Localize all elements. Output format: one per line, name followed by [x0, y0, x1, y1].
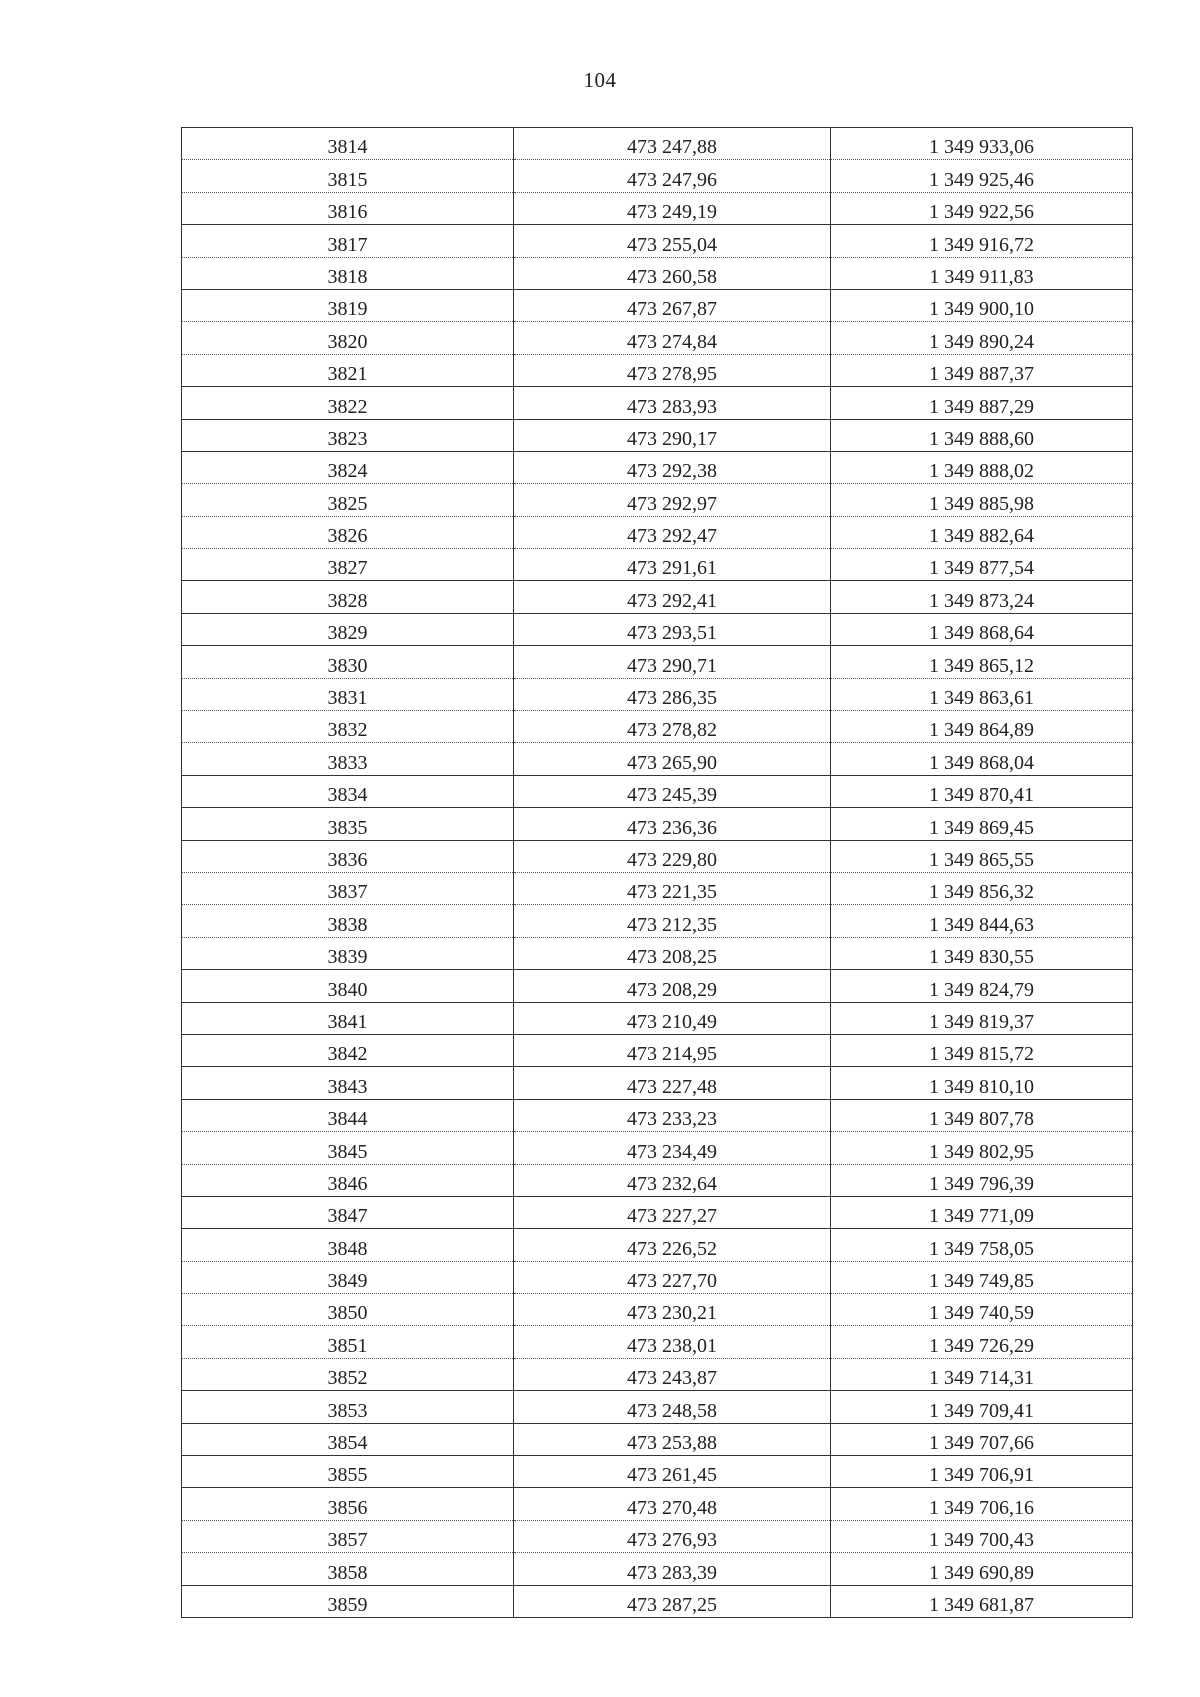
- table-row: [182, 1261, 1133, 1293]
- y-coordinate-cell: 1 349 890,24: [831, 322, 1133, 354]
- table-row: [182, 905, 1133, 937]
- table-row: [182, 1585, 1133, 1617]
- point-number-cell: 3848: [182, 1229, 514, 1261]
- y-coordinate-cell: 1 349 900,10: [831, 289, 1133, 321]
- table-row: [182, 289, 1133, 321]
- y-coordinate-cell: 1 349 830,55: [831, 937, 1133, 969]
- y-coordinate-cell: 1 349 726,29: [831, 1326, 1133, 1358]
- table-row: [182, 1520, 1133, 1552]
- point-number-cell: 3836: [182, 840, 514, 872]
- point-number-cell: 3828: [182, 581, 514, 613]
- table-row: [182, 775, 1133, 807]
- x-coordinate-cell: 473 292,47: [514, 516, 831, 548]
- table-row: [182, 1067, 1133, 1099]
- x-coordinate-cell: 473 226,52: [514, 1229, 831, 1261]
- x-coordinate-cell: 473 249,19: [514, 192, 831, 224]
- y-coordinate-cell: 1 349 868,64: [831, 613, 1133, 645]
- table-row: [182, 711, 1133, 743]
- x-coordinate-cell: 473 286,35: [514, 678, 831, 710]
- point-number-cell: 3821: [182, 354, 514, 386]
- x-coordinate-cell: 473 255,04: [514, 225, 831, 257]
- y-coordinate-cell: 1 349 819,37: [831, 1002, 1133, 1034]
- x-coordinate-cell: 473 293,51: [514, 613, 831, 645]
- x-coordinate-cell: 473 221,35: [514, 872, 831, 904]
- point-number-cell: 3839: [182, 937, 514, 969]
- table-row: [182, 840, 1133, 872]
- point-number-cell: 3856: [182, 1488, 514, 1520]
- point-number-cell: 3834: [182, 775, 514, 807]
- point-number-cell: 3845: [182, 1132, 514, 1164]
- x-coordinate-cell: 473 265,90: [514, 743, 831, 775]
- point-number-cell: 3843: [182, 1067, 514, 1099]
- y-coordinate-cell: 1 349 771,09: [831, 1196, 1133, 1228]
- x-coordinate-cell: 473 230,21: [514, 1294, 831, 1326]
- point-number-cell: 3819: [182, 289, 514, 321]
- point-number-cell: 3858: [182, 1553, 514, 1585]
- y-coordinate-cell: 1 349 707,66: [831, 1423, 1133, 1455]
- table-row: [182, 257, 1133, 289]
- x-coordinate-cell: 473 287,25: [514, 1585, 831, 1617]
- x-coordinate-cell: 473 227,27: [514, 1196, 831, 1228]
- y-coordinate-cell: 1 349 868,04: [831, 743, 1133, 775]
- point-number-cell: 3825: [182, 484, 514, 516]
- x-coordinate-cell: 473 208,25: [514, 937, 831, 969]
- x-coordinate-cell: 473 290,17: [514, 419, 831, 451]
- x-coordinate-cell: 473 243,87: [514, 1358, 831, 1390]
- x-coordinate-cell: 473 247,88: [514, 128, 831, 160]
- point-number-cell: 3854: [182, 1423, 514, 1455]
- x-coordinate-cell: 473 260,58: [514, 257, 831, 289]
- table-row: [182, 1229, 1133, 1261]
- y-coordinate-cell: 1 349 700,43: [831, 1520, 1133, 1552]
- point-number-cell: 3829: [182, 613, 514, 645]
- y-coordinate-cell: 1 349 869,45: [831, 808, 1133, 840]
- point-number-cell: 3849: [182, 1261, 514, 1293]
- table-row: [182, 387, 1133, 419]
- table-row: [182, 1196, 1133, 1228]
- y-coordinate-cell: 1 349 888,02: [831, 451, 1133, 483]
- table-row: [182, 678, 1133, 710]
- point-number-cell: 3853: [182, 1391, 514, 1423]
- y-coordinate-cell: 1 349 873,24: [831, 581, 1133, 613]
- point-number-cell: 3816: [182, 192, 514, 224]
- table-row: [182, 354, 1133, 386]
- y-coordinate-cell: 1 349 911,83: [831, 257, 1133, 289]
- point-number-cell: 3831: [182, 678, 514, 710]
- point-number-cell: 3827: [182, 549, 514, 581]
- x-coordinate-cell: 473 233,23: [514, 1099, 831, 1131]
- point-number-cell: 3851: [182, 1326, 514, 1358]
- table-row: [182, 128, 1133, 160]
- y-coordinate-cell: 1 349 815,72: [831, 1034, 1133, 1066]
- table-row: [182, 484, 1133, 516]
- x-coordinate-cell: 473 278,82: [514, 711, 831, 743]
- table-row: [182, 451, 1133, 483]
- y-coordinate-cell: 1 349 925,46: [831, 160, 1133, 192]
- x-coordinate-cell: 473 232,64: [514, 1164, 831, 1196]
- point-number-cell: 3823: [182, 419, 514, 451]
- table-row: [182, 1002, 1133, 1034]
- y-coordinate-cell: 1 349 810,10: [831, 1067, 1133, 1099]
- point-number-cell: 3837: [182, 872, 514, 904]
- point-number-cell: 3841: [182, 1002, 514, 1034]
- table-row: [182, 1488, 1133, 1520]
- point-number-cell: 3826: [182, 516, 514, 548]
- point-number-cell: 3844: [182, 1099, 514, 1131]
- x-coordinate-cell: 473 292,38: [514, 451, 831, 483]
- table-row: [182, 549, 1133, 581]
- x-coordinate-cell: 473 261,45: [514, 1456, 831, 1488]
- coordinates-table-body: [182, 128, 1133, 1618]
- table-row: [182, 581, 1133, 613]
- table-row: [182, 1164, 1133, 1196]
- point-number-cell: 3840: [182, 970, 514, 1002]
- table-row: [182, 1391, 1133, 1423]
- point-number-cell: 3859: [182, 1585, 514, 1617]
- y-coordinate-cell: 1 349 681,87: [831, 1585, 1133, 1617]
- x-coordinate-cell: 473 274,84: [514, 322, 831, 354]
- point-number-cell: 3842: [182, 1034, 514, 1066]
- x-coordinate-cell: 473 278,95: [514, 354, 831, 386]
- y-coordinate-cell: 1 349 749,85: [831, 1261, 1133, 1293]
- y-coordinate-cell: 1 349 706,16: [831, 1488, 1133, 1520]
- point-number-cell: 3857: [182, 1520, 514, 1552]
- y-coordinate-cell: 1 349 865,12: [831, 646, 1133, 678]
- x-coordinate-cell: 473 227,70: [514, 1261, 831, 1293]
- table-row: [182, 419, 1133, 451]
- table-row: [182, 808, 1133, 840]
- x-coordinate-cell: 473 290,71: [514, 646, 831, 678]
- x-coordinate-cell: 473 292,97: [514, 484, 831, 516]
- x-coordinate-cell: 473 283,93: [514, 387, 831, 419]
- x-coordinate-cell: 473 270,48: [514, 1488, 831, 1520]
- table-row: [182, 970, 1133, 1002]
- y-coordinate-cell: 1 349 740,59: [831, 1294, 1133, 1326]
- point-number-cell: 3855: [182, 1456, 514, 1488]
- y-coordinate-cell: 1 349 933,06: [831, 128, 1133, 160]
- table-row: [182, 1553, 1133, 1585]
- y-coordinate-cell: 1 349 887,29: [831, 387, 1133, 419]
- x-coordinate-cell: 473 229,80: [514, 840, 831, 872]
- table-row: [182, 743, 1133, 775]
- page-number: 104: [583, 68, 617, 92]
- x-coordinate-cell: 473 283,39: [514, 1553, 831, 1585]
- point-number-cell: 3815: [182, 160, 514, 192]
- y-coordinate-cell: 1 349 863,61: [831, 678, 1133, 710]
- point-number-cell: 3835: [182, 808, 514, 840]
- x-coordinate-cell: 473 238,01: [514, 1326, 831, 1358]
- y-coordinate-cell: 1 349 796,39: [831, 1164, 1133, 1196]
- table-row: [182, 160, 1133, 192]
- y-coordinate-cell: 1 349 714,31: [831, 1358, 1133, 1390]
- x-coordinate-cell: 473 245,39: [514, 775, 831, 807]
- x-coordinate-cell: 473 208,29: [514, 970, 831, 1002]
- point-number-cell: 3838: [182, 905, 514, 937]
- y-coordinate-cell: 1 349 885,98: [831, 484, 1133, 516]
- x-coordinate-cell: 473 247,96: [514, 160, 831, 192]
- x-coordinate-cell: 473 234,49: [514, 1132, 831, 1164]
- table-row: [182, 516, 1133, 548]
- y-coordinate-cell: 1 349 870,41: [831, 775, 1133, 807]
- y-coordinate-cell: 1 349 865,55: [831, 840, 1133, 872]
- point-number-cell: 3822: [182, 387, 514, 419]
- y-coordinate-cell: 1 349 824,79: [831, 970, 1133, 1002]
- table-row: [182, 1358, 1133, 1390]
- table-row: [182, 1423, 1133, 1455]
- y-coordinate-cell: 1 349 856,32: [831, 872, 1133, 904]
- point-number-cell: 3817: [182, 225, 514, 257]
- x-coordinate-cell: 473 236,36: [514, 808, 831, 840]
- table-row: [182, 1132, 1133, 1164]
- y-coordinate-cell: 1 349 690,89: [831, 1553, 1133, 1585]
- point-number-cell: 3814: [182, 128, 514, 160]
- table-row: [182, 1034, 1133, 1066]
- table-row: [182, 1456, 1133, 1488]
- x-coordinate-cell: 473 253,88: [514, 1423, 831, 1455]
- point-number-cell: 3832: [182, 711, 514, 743]
- point-number-cell: 3847: [182, 1196, 514, 1228]
- x-coordinate-cell: 473 227,48: [514, 1067, 831, 1099]
- table-row: [182, 192, 1133, 224]
- y-coordinate-cell: 1 349 922,56: [831, 192, 1133, 224]
- table-row: [182, 872, 1133, 904]
- y-coordinate-cell: 1 349 709,41: [831, 1391, 1133, 1423]
- table-row: [182, 937, 1133, 969]
- point-number-cell: 3850: [182, 1294, 514, 1326]
- table-row: [182, 225, 1133, 257]
- y-coordinate-cell: 1 349 758,05: [831, 1229, 1133, 1261]
- y-coordinate-cell: 1 349 877,54: [831, 549, 1133, 581]
- x-coordinate-cell: 473 276,93: [514, 1520, 831, 1552]
- table-row: [182, 1326, 1133, 1358]
- y-coordinate-cell: 1 349 706,91: [831, 1456, 1133, 1488]
- x-coordinate-cell: 473 291,61: [514, 549, 831, 581]
- point-number-cell: 3833: [182, 743, 514, 775]
- coordinates-table: [181, 127, 1133, 1618]
- y-coordinate-cell: 1 349 916,72: [831, 225, 1133, 257]
- y-coordinate-cell: 1 349 887,37: [831, 354, 1133, 386]
- point-number-cell: 3846: [182, 1164, 514, 1196]
- table-row: [182, 646, 1133, 678]
- y-coordinate-cell: 1 349 888,60: [831, 419, 1133, 451]
- x-coordinate-cell: 473 214,95: [514, 1034, 831, 1066]
- x-coordinate-cell: 473 210,49: [514, 1002, 831, 1034]
- y-coordinate-cell: 1 349 882,64: [831, 516, 1133, 548]
- table-row: [182, 1099, 1133, 1131]
- x-coordinate-cell: 473 292,41: [514, 581, 831, 613]
- y-coordinate-cell: 1 349 802,95: [831, 1132, 1133, 1164]
- y-coordinate-cell: 1 349 844,63: [831, 905, 1133, 937]
- table-row: [182, 322, 1133, 354]
- y-coordinate-cell: 1 349 807,78: [831, 1099, 1133, 1131]
- point-number-cell: 3818: [182, 257, 514, 289]
- x-coordinate-cell: 473 267,87: [514, 289, 831, 321]
- point-number-cell: 3824: [182, 451, 514, 483]
- point-number-cell: 3830: [182, 646, 514, 678]
- point-number-cell: 3852: [182, 1358, 514, 1390]
- table-row: [182, 613, 1133, 645]
- table-row: [182, 1294, 1133, 1326]
- x-coordinate-cell: 473 248,58: [514, 1391, 831, 1423]
- y-coordinate-cell: 1 349 864,89: [831, 711, 1133, 743]
- point-number-cell: 3820: [182, 322, 514, 354]
- x-coordinate-cell: 473 212,35: [514, 905, 831, 937]
